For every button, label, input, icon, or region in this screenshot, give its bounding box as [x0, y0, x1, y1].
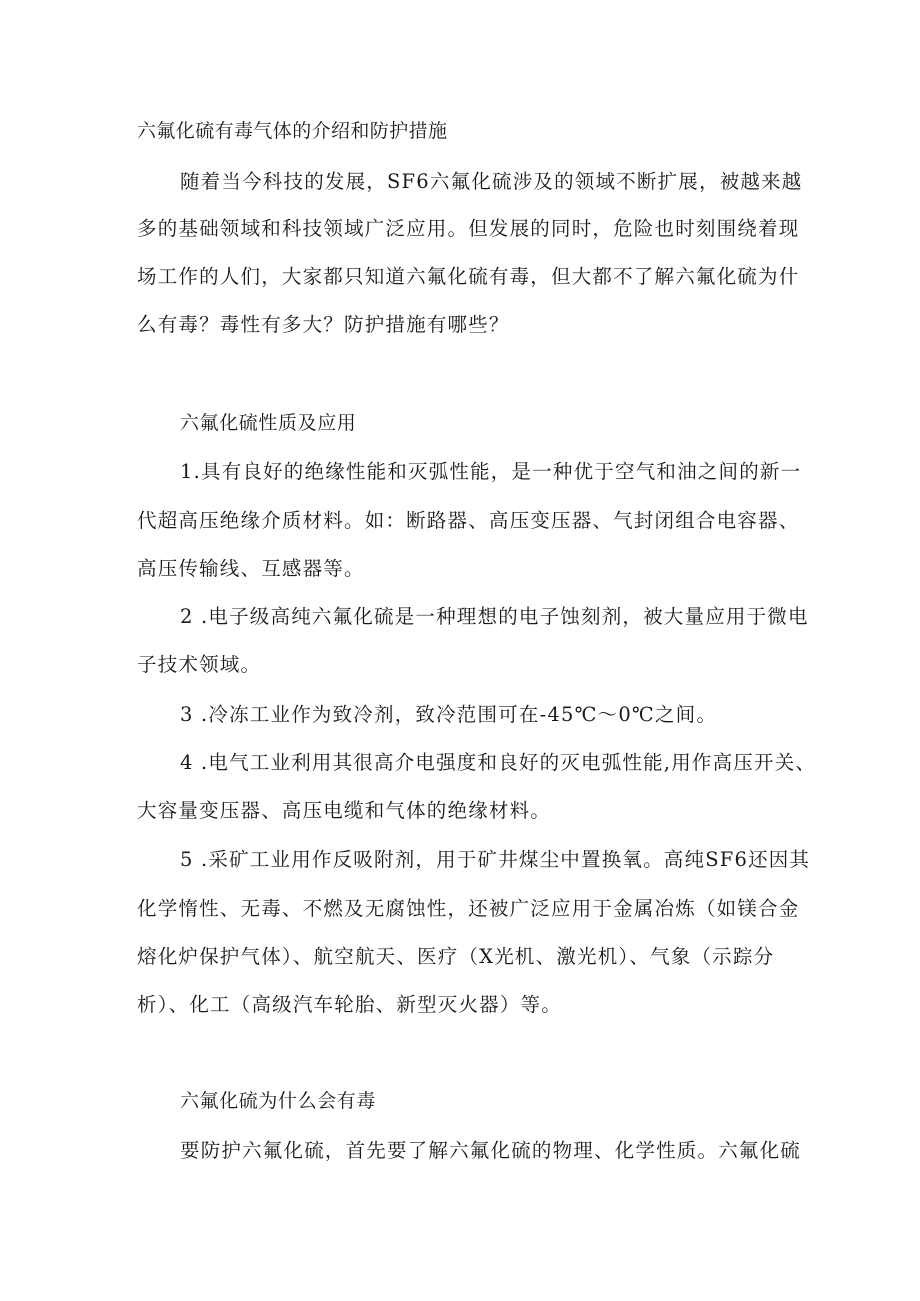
item2-line-1: 2 .电子级高纯六氟化硫是一种理想的电子蚀刻剂，被大量应用于微电: [180, 605, 809, 628]
intro-line-4: 么有毒？毒性有多大？防护措施有哪些？: [137, 313, 510, 336]
item1-line-2: 代超高压绝缘介质材料。如：断路器、高压变压器、气封闭组合电容器、: [137, 509, 800, 532]
item3-line-1: 3 .冷冻工业作为致冷剂，致冷范围可在-45℃～0℃之间。: [180, 703, 718, 726]
item2-line-2: 子技术领域。: [137, 653, 262, 676]
item5-line-2: 化学惰性、无毒、不燃及无腐蚀性，还被广泛应用于金属冶炼（如镁合金: [137, 897, 800, 920]
item4-line-2: 大容量变压器、高压电缆和气体的绝缘材料。: [137, 799, 552, 822]
intro-line-1: 随着当今科技的发展，SF6六氟化硫涉及的领域不断扩展，被越来越: [180, 170, 803, 193]
intro-line-3: 场工作的人们，大家都只知道六氟化硫有毒，但大都不了解六氟化硫为什: [137, 265, 800, 288]
toxicity-line-1: 要防护六氟化硫，首先要了解六氟化硫的物理、化学性质。六氟化硫: [180, 1139, 802, 1162]
intro-line-2: 多的基础领域和科技领域广泛应用。但发展的同时，危险也时刻围绕着现: [137, 217, 800, 240]
document-title: 六氟化硫有毒气体的介绍和防护措施: [137, 120, 448, 142]
item5-line-3: 熔化炉保护气体）、航空航天、医疗（X光机、激光机）、气象（示踪分: [137, 945, 775, 968]
item4-line-1: 4 .电气工业利用其很高介电强度和良好的灭电弧性能,用作高压开关、: [180, 751, 817, 774]
item1-line-1: 1.具有良好的绝缘性能和灭弧性能，是一种优于空气和油之间的新一: [180, 460, 802, 483]
item5-line-4: 析）、化工（高级汽车轮胎、新型灭火器）等。: [137, 993, 562, 1016]
item1-line-3: 高压传输线、互感器等。: [137, 557, 365, 580]
section-heading-toxicity: 六氟化硫为什么会有毒: [180, 1090, 377, 1112]
item5-line-1: 5 .采矿工业用作反吸附剂，用于矿井煤尘中置换氧。高纯SF6还因其: [180, 848, 811, 871]
section-heading-properties: 六氟化硫性质及应用: [180, 412, 357, 434]
